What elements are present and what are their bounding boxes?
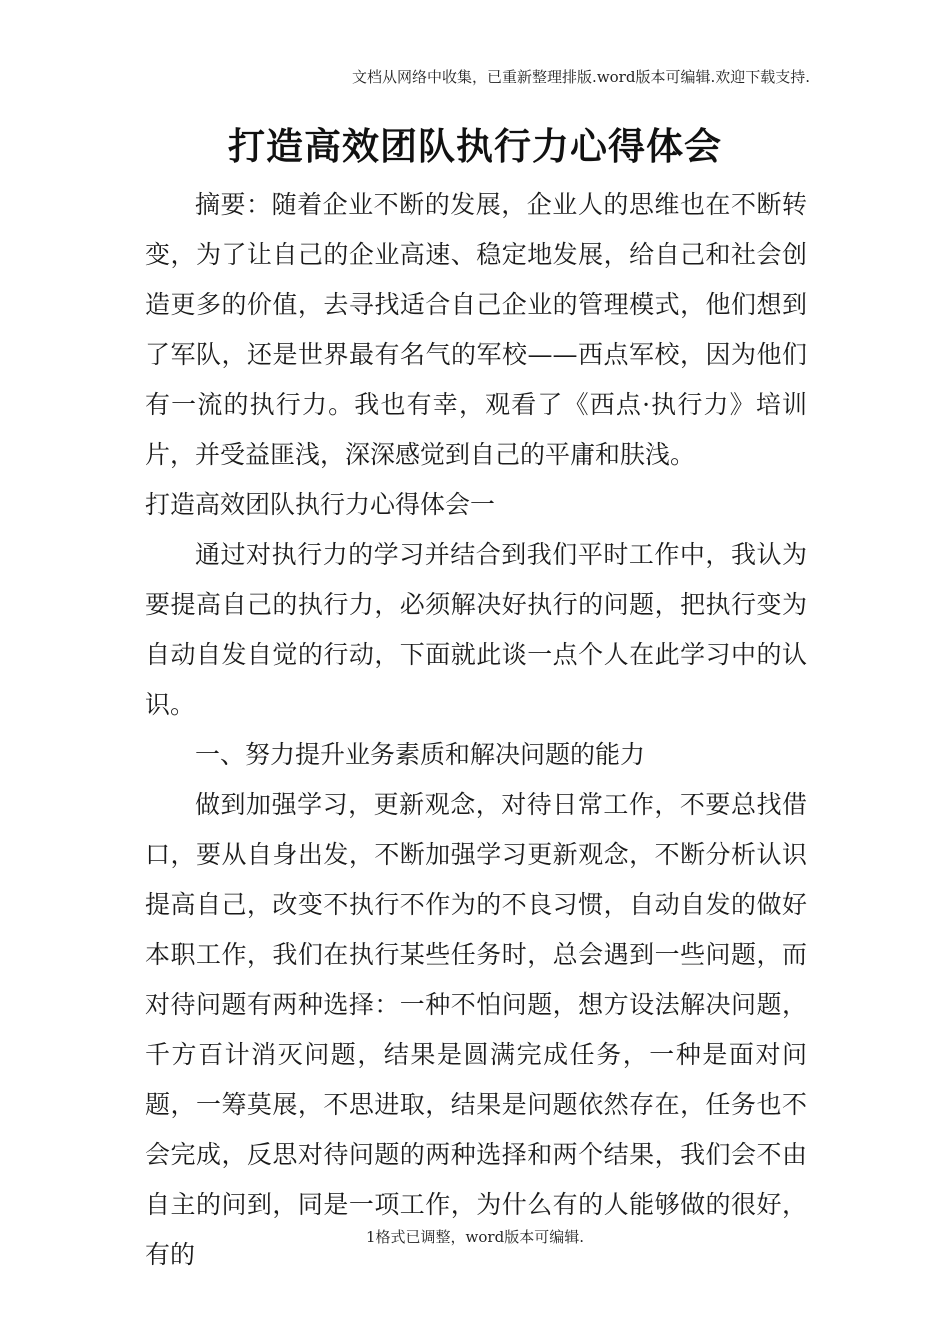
abstract-paragraph: 摘要：随着企业不断的发展，企业人的思维也在不断转变，为了让自己的企业高速、稳定地发展，给自己和社会创造更多的价值，去寻找适合自己企业的管理模式，他们想到了军队，还是世界最有名气的军校——西点军校，因为他们有一流的执行力。我也有幸，观看了《西点·执行力》培训片，并受益匪浅，深深感觉到自己的平庸和肤浅。 (145, 190, 807, 469)
point1-paragraph: 做到加强学习，更新观念，对待日常工作，不要总找借口，要从自身出发，不断加强学习更新观念，不断分析认识提高自己，改变不执行不作为的不良习惯，自动自发的做好本职工作，我们在执行某些任务时，总会遇到一些问题，而对待问题有两种选择：一种不怕问题，想方设法解决问题，千方百计消灭问题，结果是圆满完成任务，一种是面对问题，一筹莫展，不思进取，结果是问题依然存在，任务也不会完成，反思对待问题的两种选择和两个结果，我们会不由自主的问到，同是一项工作，为什么有的人能够做的很好，有的 (145, 790, 807, 1269)
intro-paragraph: 通过对执行力的学习并结合到我们平时工作中，我认为要提高自己的执行力，必须解决好执行的问题，把执行变为自动自发自觉的行动，下面就此谈一点个人在此学习中的认识。 (145, 540, 807, 719)
section-heading: 打造高效团队执行力心得体会一 (145, 490, 496, 519)
footer-note: 1格式已调整，word版本可编辑. (366, 1228, 584, 1246)
document-body (145, 180, 807, 1280)
document-title: 打造高效团队执行力心得体会 (228, 125, 722, 168)
point1-heading: 一、努力提升业务素质和解决问题的能力 (195, 740, 646, 769)
header-note: 文档从网络中收集，已重新整理排版.word版本可编辑.欢迎下载支持. (352, 68, 810, 86)
